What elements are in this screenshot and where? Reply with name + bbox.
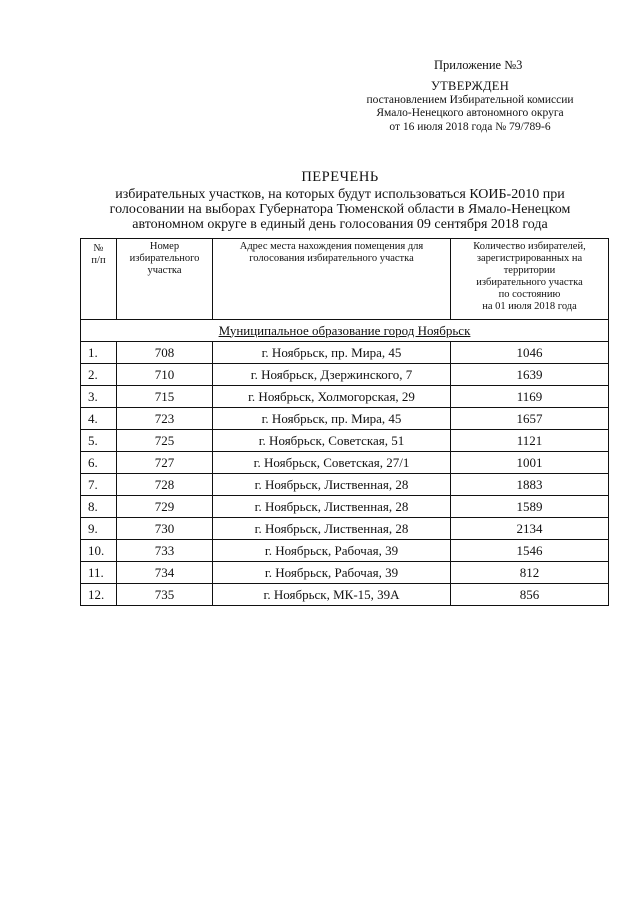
- table-header-row: [81, 239, 609, 320]
- station-number: 728: [117, 474, 213, 496]
- column-header-station: Номер избирательного участка: [117, 239, 213, 320]
- voter-count: 1883: [451, 474, 609, 496]
- row-number: 6.: [81, 452, 117, 474]
- approval-block: [330, 80, 610, 134]
- row-number: 1.: [81, 342, 117, 364]
- document-title: [95, 170, 585, 232]
- approval-line-2: Ямало-Ненецкого автономного округа: [376, 107, 564, 119]
- column-header-voters: Количество избирателей, зарегистрированных на территории избирательного участка по состоянию на 01 июля 2018 года: [451, 239, 609, 320]
- station-number: 727: [117, 452, 213, 474]
- table-row: [81, 540, 609, 562]
- voter-count: 1169: [451, 386, 609, 408]
- row-number: 9.: [81, 518, 117, 540]
- row-number: 2.: [81, 364, 117, 386]
- row-number: 4.: [81, 408, 117, 430]
- approval-line-1: постановлением Избирательной комиссии: [366, 93, 574, 106]
- row-number: 3.: [81, 386, 117, 408]
- row-number: 10.: [81, 540, 117, 562]
- voter-count: 1589: [451, 496, 609, 518]
- station-address: г. Ноябрьск, пр. Мира, 45: [213, 342, 451, 364]
- station-number: 734: [117, 562, 213, 584]
- station-address: г. Ноябрьск, Советская, 27/1: [213, 452, 451, 474]
- group-label: Муниципальное образование город Ноябрьск: [81, 320, 609, 342]
- column-header-number: № п/п: [81, 239, 117, 320]
- stations-table: [80, 238, 609, 606]
- title-line-3: автономном округе в единый день голосования 09 сентября 2018 года: [132, 217, 548, 232]
- station-address: г. Ноябрьск, Рабочая, 39: [213, 540, 451, 562]
- table-row: [81, 430, 609, 452]
- station-address: г. Ноябрьск, Лиственная, 28: [213, 518, 451, 540]
- station-number: 733: [117, 540, 213, 562]
- station-address: г. Ноябрьск, Дзержинского, 7: [213, 364, 451, 386]
- station-number: 735: [117, 584, 213, 606]
- voter-count: 1639: [451, 364, 609, 386]
- station-number: 723: [117, 408, 213, 430]
- table-row: [81, 408, 609, 430]
- voter-count: 856: [451, 584, 609, 606]
- row-number: 8.: [81, 496, 117, 518]
- voter-count: 1046: [451, 342, 609, 364]
- station-address: г. Ноябрьск, МК-15, 39А: [213, 584, 451, 606]
- station-address: г. Ноябрьск, Советская, 51: [213, 430, 451, 452]
- row-number: 5.: [81, 430, 117, 452]
- voter-count: 1546: [451, 540, 609, 562]
- row-number: 11.: [81, 562, 117, 584]
- station-number: 715: [117, 386, 213, 408]
- station-address: г. Ноябрьск, Холмогорская, 29: [213, 386, 451, 408]
- voter-count: 1001: [451, 452, 609, 474]
- table-row: [81, 474, 609, 496]
- table-row: [81, 364, 609, 386]
- voter-count: 2134: [451, 518, 609, 540]
- voter-count: 812: [451, 562, 609, 584]
- row-number: 12.: [81, 584, 117, 606]
- table-row: [81, 518, 609, 540]
- voter-count: 1121: [451, 430, 609, 452]
- title-line-2: голосовании на выборах Губернатора Тюменской области в Ямало-Ненецком: [109, 202, 571, 217]
- station-number: 730: [117, 518, 213, 540]
- title-line-1: избирательных участков, на которых будут использоваться КОИБ-2010 при: [115, 187, 565, 202]
- table-row: [81, 496, 609, 518]
- row-number: 7.: [81, 474, 117, 496]
- station-number: 729: [117, 496, 213, 518]
- station-address: г. Ноябрьск, Лиственная, 28: [213, 474, 451, 496]
- station-number: 710: [117, 364, 213, 386]
- station-number: 708: [117, 342, 213, 364]
- title-main: ПЕРЕЧЕНЬ: [301, 169, 379, 185]
- column-header-address: Адрес места нахождения помещения для голосования избирательного участка: [213, 239, 451, 320]
- table-row: [81, 452, 609, 474]
- station-address: г. Ноябрьск, Лиственная, 28: [213, 496, 451, 518]
- approved-title: УТВЕРЖДЕН: [430, 79, 510, 93]
- approval-line-3: от 16 июля 2018 года № 79/789-6: [389, 120, 551, 133]
- appendix-label: Приложение №3: [434, 58, 523, 72]
- table-row: [81, 584, 609, 606]
- table-row: [81, 342, 609, 364]
- table-row: [81, 386, 609, 408]
- station-number: 725: [117, 430, 213, 452]
- station-address: г. Ноябрьск, пр. Мира, 45: [213, 408, 451, 430]
- station-address: г. Ноябрьск, Рабочая, 39: [213, 562, 451, 584]
- voter-count: 1657: [451, 408, 609, 430]
- group-row: [81, 320, 609, 342]
- table-row: [81, 562, 609, 584]
